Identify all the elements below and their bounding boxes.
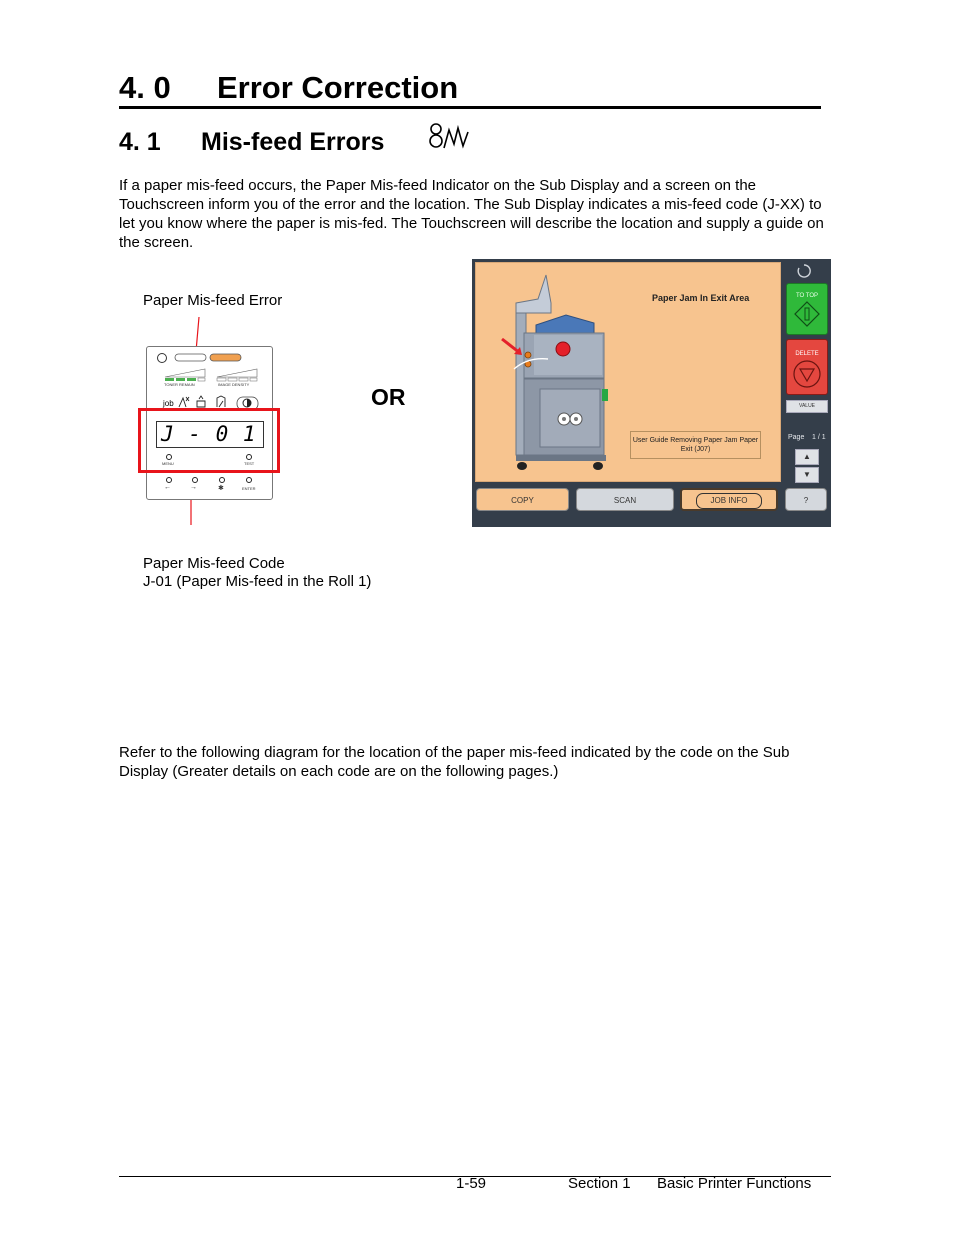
touchscreen [472,259,831,527]
job-label: job [163,399,174,408]
test-label: TEST [244,461,255,466]
image-density-label: IMAGE DENSITY [218,382,250,387]
intro-paragraph: If a paper mis-feed occurs, the Paper Mis-feed Indicator on the Sub Display and a screen on the Touchscreen inform you of the error and the location. The Sub Display indicates a mis-feed code (J-XX) to let you know where the paper is mis-fed. The Touchscreen will describe the location and supply a guide on the screen. [119,177,824,251]
right-arrow-label: → [190,484,197,491]
footer-title: Basic Printer Functions [657,1175,812,1192]
subsection-title: Mis-feed Errors [201,128,385,156]
job-info-label: JOB INFO [696,493,762,509]
page-value: 1 / 1 [812,434,826,441]
page-down-button[interactable]: ▼ [795,467,819,483]
footer-section: Section 1 [568,1175,631,1192]
to-top-button[interactable] [786,283,828,335]
page-up-button[interactable]: ▲ [795,449,819,465]
touchscreen-main-area [475,262,781,482]
touchscreen-title: Paper Jam In Exit Area [652,293,750,303]
error-label: Paper Mis-feed Error [143,292,283,309]
subsection-number: 4. 1 [119,128,161,156]
refresh-icon[interactable] [796,263,812,279]
section-heading [119,70,821,109]
enter-label: ENTER [242,486,256,491]
code-label-line1: Paper Mis-feed Code [143,555,285,572]
job-status-icons [177,395,235,409]
page-label: Page [788,434,805,441]
footer-page-number: 1-59 [456,1175,487,1192]
section-title: Error Correction [217,70,459,105]
left-arrow-label: ← [164,484,171,491]
scan-button[interactable]: SCAN [576,488,674,511]
refer-paragraph: Refer to the following diagram for the location of the paper mis-feed indicated by the code on the Sub Display (Greater details on each code are on the following pages.) [119,744,790,780]
section-number: 4. 0 [119,70,171,105]
delete-button[interactable] [786,339,828,395]
misfeed-code: J - 0 1 [161,422,257,446]
stop-icon [792,359,822,389]
subsection-heading [119,125,384,159]
copy-button[interactable]: COPY [476,488,569,511]
delete-label: DELETE [795,351,819,357]
menu-label: MENU [162,461,174,466]
or-label: OR [371,384,406,410]
misfeed-icon [427,120,471,154]
star-label: ✱ [218,485,224,492]
to-top-label: TO TOP [795,293,818,299]
user-guide-button[interactable]: User Guide Removing Paper Jam Paper Exit (J07) [630,431,761,459]
code-label-line2: J-01 (Paper Mis-feed in the Roll 1) [143,573,372,590]
diamond-start-icon [794,301,820,327]
help-button[interactable]: ? [785,488,827,511]
value-button[interactable]: VALUE [786,400,828,413]
job-info-button[interactable] [680,488,778,511]
toner-remain-label: TONER REMAIN [164,382,195,387]
misfeed-code-highlight [138,408,280,473]
